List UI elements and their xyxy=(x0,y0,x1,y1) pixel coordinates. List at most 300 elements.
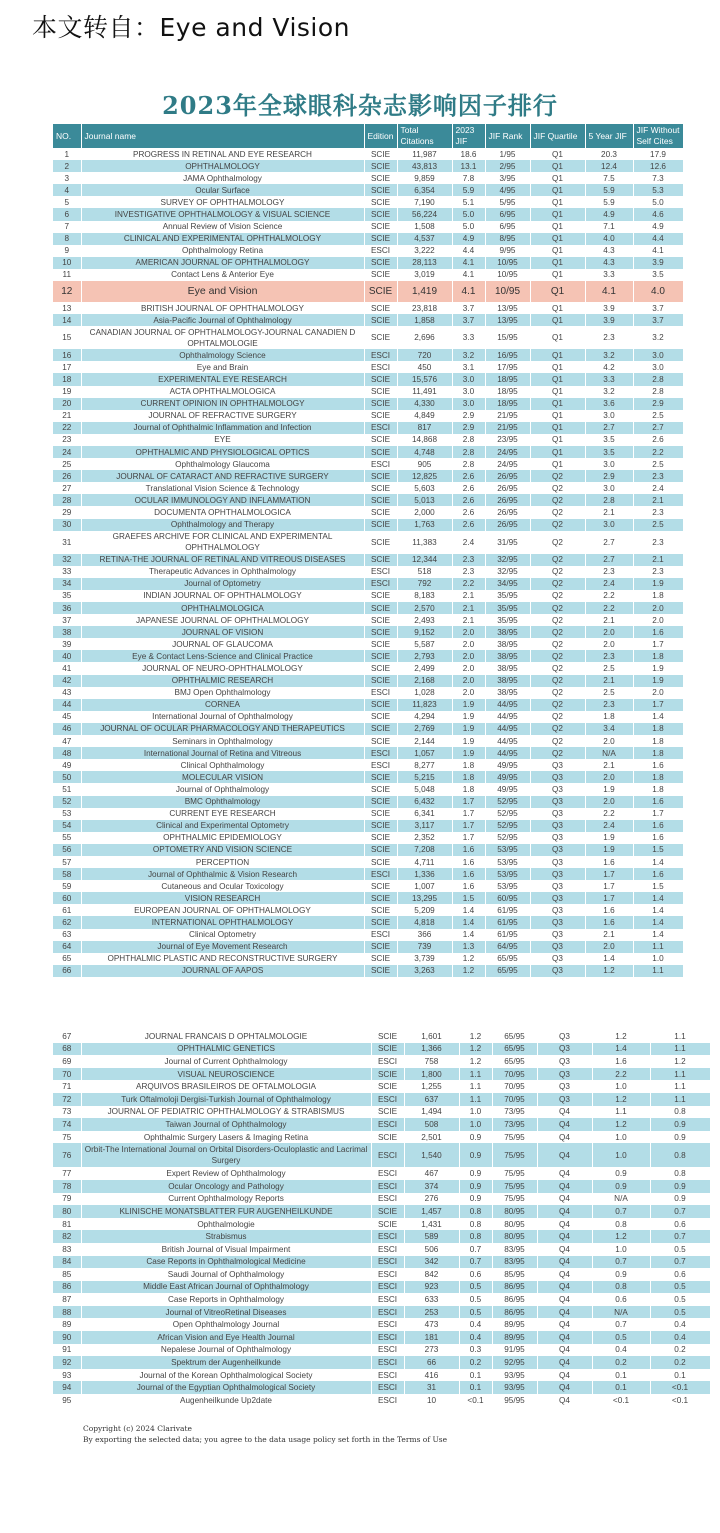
cell-jif-quartile: Q3 xyxy=(530,929,585,941)
table-row xyxy=(53,434,683,446)
cell-total-citations: 273 xyxy=(404,1344,459,1357)
cell-total-citations: 13,295 xyxy=(397,892,452,904)
table-row xyxy=(53,566,683,578)
cell-edition: SCIE xyxy=(364,844,397,856)
cell-five-year-jif: 3.5 xyxy=(585,446,633,458)
cell-jif-rank: 61/95 xyxy=(485,904,530,916)
cell-journal-name: OPHTHALMIC AND PHYSIOLOGICAL OPTICS xyxy=(81,446,364,458)
cell-journal-name: OPHTHALMOLOGY xyxy=(81,160,364,172)
cell-five-year-jif: 0.9 xyxy=(592,1180,650,1193)
cell-total-citations: 12,825 xyxy=(397,470,452,482)
cell-total-citations: 1,419 xyxy=(397,281,452,302)
cell-five-year-jif: 4.3 xyxy=(585,245,633,257)
cell-jif-rank: 53/95 xyxy=(485,868,530,880)
cell-five-year-jif: 4.2 xyxy=(585,361,633,373)
cell-jif-rank: 85/95 xyxy=(492,1268,537,1281)
cell-total-citations: 758 xyxy=(404,1055,459,1068)
cell-edition: ESCI xyxy=(364,566,397,578)
cell-five-year-jif: 2.7 xyxy=(585,422,633,434)
cell-edition: SCIE xyxy=(364,626,397,638)
cell-journal-name: Case Reports in Ophthalmology xyxy=(81,1293,371,1306)
cell-edition: ESCI xyxy=(371,1118,404,1131)
cell-jif-2023: 1.5 xyxy=(452,892,485,904)
cell-jif-rank: 26/95 xyxy=(485,519,530,531)
cell-jif-without-self-cites: 4.6 xyxy=(633,208,683,220)
cell-five-year-jif: 2.1 xyxy=(585,929,633,941)
cell-jif-2023: 2.1 xyxy=(452,590,485,602)
cell-jif-2023: 1.9 xyxy=(452,699,485,711)
cell-no: 89 xyxy=(53,1318,81,1331)
cell-five-year-jif: 2.7 xyxy=(585,554,633,566)
table-header-row xyxy=(53,124,683,148)
cell-no: 45 xyxy=(53,711,81,723)
cell-no: 20 xyxy=(53,398,81,410)
cell-five-year-jif: 2.3 xyxy=(585,650,633,662)
cell-edition: SCIE xyxy=(364,699,397,711)
cell-journal-name: Journal of the Egyptian Ophthalmological Society xyxy=(81,1381,371,1394)
cell-no: 19 xyxy=(53,386,81,398)
cell-jif-rank: 26/95 xyxy=(485,494,530,506)
cell-jif-without-self-cites: 1.9 xyxy=(633,662,683,674)
cell-no: 33 xyxy=(53,566,81,578)
cell-no: 80 xyxy=(53,1205,81,1218)
cell-edition: ESCI xyxy=(371,1193,404,1206)
cell-no: 85 xyxy=(53,1268,81,1281)
cell-five-year-jif: 2.3 xyxy=(585,326,633,349)
cell-journal-name: RETINA-THE JOURNAL OF RETINAL AND VITREOUS DISEASES xyxy=(81,554,364,566)
cell-jif-rank: 49/95 xyxy=(485,783,530,795)
cell-journal-name: Ophthalmology Science xyxy=(81,349,364,361)
cell-journal-name: Journal of Ophthalmic Inflammation and Infection xyxy=(81,422,364,434)
cell-jif-rank: 65/95 xyxy=(492,1043,537,1056)
cell-five-year-jif: 1.0 xyxy=(592,1131,650,1144)
table-row xyxy=(53,783,683,795)
cell-no: 95 xyxy=(53,1394,81,1407)
cell-jif-without-self-cites: 1.1 xyxy=(633,941,683,953)
cell-five-year-jif: 0.9 xyxy=(592,1167,650,1180)
cell-jif-quartile: Q1 xyxy=(530,361,585,373)
cell-jif-without-self-cites: 1.4 xyxy=(633,711,683,723)
cell-edition: SCIE xyxy=(364,711,397,723)
cell-jif-rank: 35/95 xyxy=(485,590,530,602)
cell-jif-2023: 5.1 xyxy=(452,196,485,208)
cell-journal-name: Eye and Vision xyxy=(81,281,364,302)
cell-jif-without-self-cites: 1.6 xyxy=(633,868,683,880)
cell-five-year-jif: 1.2 xyxy=(592,1093,650,1106)
cell-journal-name: OPHTHALMIC EPIDEMIOLOGY xyxy=(81,832,364,844)
cell-no: 34 xyxy=(53,578,81,590)
cell-jif-quartile: Q2 xyxy=(530,614,585,626)
cell-edition: SCIE xyxy=(364,269,397,281)
cell-jif-quartile: Q1 xyxy=(530,446,585,458)
cell-five-year-jif: 2.4 xyxy=(585,578,633,590)
cell-jif-without-self-cites: 0.2 xyxy=(650,1356,710,1369)
cell-total-citations: 1,508 xyxy=(397,221,452,233)
cell-jif-2023: 1.4 xyxy=(452,904,485,916)
cell-total-citations: 1,540 xyxy=(404,1143,459,1167)
cell-jif-without-self-cites: 2.9 xyxy=(633,398,683,410)
cell-jif-quartile: Q1 xyxy=(530,422,585,434)
cell-jif-without-self-cites: 1.2 xyxy=(650,1055,710,1068)
cell-jif-rank: 6/95 xyxy=(485,221,530,233)
table-row xyxy=(53,1205,710,1218)
cell-total-citations: 6,432 xyxy=(397,796,452,808)
cell-edition: ESCI xyxy=(371,1381,404,1394)
cell-edition: SCIE xyxy=(371,1030,404,1043)
cell-total-citations: 366 xyxy=(397,929,452,941)
cell-five-year-jif: 0.2 xyxy=(592,1356,650,1369)
cell-edition: SCIE xyxy=(364,953,397,965)
cell-edition: ESCI xyxy=(371,1093,404,1106)
cell-journal-name: Augenheilkunde Up2date xyxy=(81,1394,371,1407)
table-row xyxy=(53,1030,710,1043)
cell-jif-2023: 1.9 xyxy=(452,747,485,759)
cell-five-year-jif: 7.5 xyxy=(585,172,633,184)
cell-edition: SCIE xyxy=(371,1080,404,1093)
cell-five-year-jif: 1.9 xyxy=(585,783,633,795)
cell-journal-name: JOURNAL OF PEDIATRIC OPHTHALMOLOGY & STRABISMUS xyxy=(81,1106,371,1119)
cell-edition: ESCI xyxy=(371,1243,404,1256)
cell-no: 77 xyxy=(53,1167,81,1180)
cell-total-citations: 2,769 xyxy=(397,723,452,735)
cell-edition: SCIE xyxy=(364,233,397,245)
cell-five-year-jif: 0.1 xyxy=(592,1369,650,1382)
cell-total-citations: 3,263 xyxy=(397,965,452,977)
cell-journal-name: JAPANESE JOURNAL OF OPHTHALMOLOGY xyxy=(81,614,364,626)
cell-no: 62 xyxy=(53,916,81,928)
cell-five-year-jif: N/A xyxy=(592,1306,650,1319)
cell-no: 3 xyxy=(53,172,81,184)
cell-journal-name: Expert Review of Ophthalmology xyxy=(81,1167,371,1180)
cell-jif-2023: 2.0 xyxy=(452,626,485,638)
cell-journal-name: JOURNAL OF VISION xyxy=(81,626,364,638)
cell-journal-name: JOURNAL OF NEURO-OPHTHALMOLOGY xyxy=(81,662,364,674)
cell-jif-quartile: Q4 xyxy=(537,1131,592,1144)
cell-journal-name: DOCUMENTA OPHTHALMOLOGICA xyxy=(81,506,364,518)
cell-no: 25 xyxy=(53,458,81,470)
cell-jif-quartile: Q3 xyxy=(530,796,585,808)
cell-jif-quartile: Q2 xyxy=(530,470,585,482)
cell-five-year-jif: 0.8 xyxy=(592,1218,650,1231)
table-row xyxy=(53,410,683,422)
cell-journal-name: Open Ophthalmology Journal xyxy=(81,1318,371,1331)
cell-journal-name: CANADIAN JOURNAL OF OPHTHALMOLOGY-JOURNAL CANADIEN D OPHTALMOLOGIE xyxy=(81,326,364,349)
cell-edition: ESCI xyxy=(371,1344,404,1357)
cell-jif-2023: 2.1 xyxy=(452,602,485,614)
cell-total-citations: 2,352 xyxy=(397,832,452,844)
cell-jif-2023: 1.2 xyxy=(459,1030,492,1043)
table-row xyxy=(53,1344,710,1357)
table-row xyxy=(53,302,683,314)
cell-jif-without-self-cites: 1.6 xyxy=(633,820,683,832)
cell-total-citations: 12,344 xyxy=(397,554,452,566)
cell-jif-rank: 38/95 xyxy=(485,650,530,662)
cell-journal-name: CURRENT EYE RESEARCH xyxy=(81,808,364,820)
cell-jif-2023: 13.1 xyxy=(452,160,485,172)
cell-jif-without-self-cites: 12.6 xyxy=(633,160,683,172)
cell-jif-without-self-cites: 1.8 xyxy=(633,735,683,747)
cell-jif-quartile: Q4 xyxy=(537,1381,592,1394)
cell-jif-rank: 44/95 xyxy=(485,711,530,723)
cell-journal-name: Spektrum der Augenheilkunde xyxy=(81,1356,371,1369)
cell-jif-quartile: Q3 xyxy=(530,941,585,953)
table-row xyxy=(53,1230,710,1243)
cell-no: 13 xyxy=(53,302,81,314)
cell-jif-2023: 5.0 xyxy=(452,221,485,233)
cell-jif-without-self-cites: 1.1 xyxy=(633,965,683,977)
table-row xyxy=(53,160,683,172)
cell-jif-rank: 32/95 xyxy=(485,554,530,566)
cell-journal-name: Ophthalmology and Therapy xyxy=(81,519,364,531)
cell-jif-rank: 52/95 xyxy=(485,832,530,844)
cell-jif-2023: 1.6 xyxy=(452,856,485,868)
cell-no: 50 xyxy=(53,771,81,783)
cell-edition: ESCI xyxy=(364,687,397,699)
table-row xyxy=(53,1281,710,1294)
cell-five-year-jif: 3.2 xyxy=(585,349,633,361)
cell-jif-rank: 21/95 xyxy=(485,422,530,434)
table-row xyxy=(53,1131,710,1144)
table-row xyxy=(53,1331,710,1344)
cell-jif-quartile: Q4 xyxy=(537,1230,592,1243)
cell-edition: ESCI xyxy=(371,1306,404,1319)
cell-edition: SCIE xyxy=(364,590,397,602)
cell-total-citations: 473 xyxy=(404,1318,459,1331)
cell-total-citations: 1,601 xyxy=(404,1030,459,1043)
cell-edition: SCIE xyxy=(364,434,397,446)
cell-jif-without-self-cites: 1.1 xyxy=(650,1068,710,1081)
cell-jif-rank: 86/95 xyxy=(492,1306,537,1319)
cell-edition: ESCI xyxy=(364,361,397,373)
cell-journal-name: Journal of Eye Movement Research xyxy=(81,941,364,953)
cell-total-citations: 3,019 xyxy=(397,269,452,281)
cell-jif-quartile: Q3 xyxy=(530,880,585,892)
cell-total-citations: 2,493 xyxy=(397,614,452,626)
cell-jif-rank: 70/95 xyxy=(492,1068,537,1081)
table-row xyxy=(53,796,683,808)
cell-jif-quartile: Q2 xyxy=(530,494,585,506)
cell-jif-rank: 53/95 xyxy=(485,844,530,856)
cell-edition: SCIE xyxy=(364,386,397,398)
cell-total-citations: 2,501 xyxy=(404,1131,459,1144)
cell-jif-rank: 95/95 xyxy=(492,1394,537,1407)
table-row xyxy=(53,614,683,626)
cell-edition: ESCI xyxy=(371,1281,404,1294)
cell-jif-without-self-cites: 3.0 xyxy=(633,361,683,373)
cell-five-year-jif: 1.7 xyxy=(585,868,633,880)
cell-edition: SCIE xyxy=(364,916,397,928)
cell-jif-2023: 4.1 xyxy=(452,281,485,302)
cell-no: 72 xyxy=(53,1093,81,1106)
cell-edition: SCIE xyxy=(364,941,397,953)
cell-no: 92 xyxy=(53,1356,81,1369)
cell-total-citations: 905 xyxy=(397,458,452,470)
cell-jif-quartile: Q3 xyxy=(530,916,585,928)
cell-jif-quartile: Q3 xyxy=(537,1030,592,1043)
cell-journal-name: JOURNAL OF OCULAR PHARMACOLOGY AND THERAPEUTICS xyxy=(81,723,364,735)
cell-edition: SCIE xyxy=(364,373,397,385)
cell-journal-name: Contact Lens & Anterior Eye xyxy=(81,269,364,281)
cell-jif-without-self-cites: 2.5 xyxy=(633,519,683,531)
table-row xyxy=(53,1369,710,1382)
cell-journal-name: Annual Review of Vision Science xyxy=(81,221,364,233)
cell-journal-name: KLINISCHE MONATSBLATTER FUR AUGENHEILKUNDE xyxy=(81,1205,371,1218)
cell-jif-quartile: Q3 xyxy=(530,892,585,904)
cell-jif-without-self-cites: 2.3 xyxy=(633,566,683,578)
cell-journal-name: Clinical Ophthalmology xyxy=(81,759,364,771)
cell-total-citations: 4,849 xyxy=(397,410,452,422)
cell-jif-rank: 93/95 xyxy=(492,1369,537,1382)
cell-jif-quartile: Q3 xyxy=(530,953,585,965)
cell-no: 23 xyxy=(53,434,81,446)
cell-journal-name: Ophthalmology Retina xyxy=(81,245,364,257)
cell-jif-quartile: Q2 xyxy=(530,566,585,578)
cell-jif-without-self-cites: 2.3 xyxy=(633,470,683,482)
table-row xyxy=(53,1055,710,1068)
cell-five-year-jif: 0.7 xyxy=(592,1205,650,1218)
cell-total-citations: 3,739 xyxy=(397,953,452,965)
table-row xyxy=(53,208,683,220)
cell-jif-quartile: Q4 xyxy=(537,1344,592,1357)
cell-jif-quartile: Q3 xyxy=(537,1093,592,1106)
cell-no: 29 xyxy=(53,506,81,518)
cell-total-citations: 2,793 xyxy=(397,650,452,662)
cell-jif-rank: 91/95 xyxy=(492,1344,537,1357)
cell-journal-name: Eye and Brain xyxy=(81,361,364,373)
table-row xyxy=(53,965,683,977)
cell-jif-without-self-cites: 0.7 xyxy=(650,1230,710,1243)
table-row xyxy=(53,1068,710,1081)
cell-total-citations: 5,013 xyxy=(397,494,452,506)
cell-jif-rank: 44/95 xyxy=(485,723,530,735)
cell-no: 36 xyxy=(53,602,81,614)
cell-total-citations: 817 xyxy=(397,422,452,434)
cell-jif-2023: 2.0 xyxy=(452,638,485,650)
cell-edition: ESCI xyxy=(371,1268,404,1281)
cell-no: 28 xyxy=(53,494,81,506)
cell-no: 71 xyxy=(53,1080,81,1093)
cell-jif-quartile: Q3 xyxy=(530,832,585,844)
cell-journal-name: JOURNAL OF GLAUCOMA xyxy=(81,638,364,650)
cell-total-citations: 2,696 xyxy=(397,326,452,349)
cell-jif-quartile: Q4 xyxy=(537,1205,592,1218)
cell-jif-without-self-cites: 0.8 xyxy=(650,1106,710,1119)
cell-jif-2023: 1.7 xyxy=(452,820,485,832)
table-row xyxy=(53,941,683,953)
cell-five-year-jif: 2.1 xyxy=(585,759,633,771)
cell-journal-name: Turk Oftalmoloji Dergisi-Turkish Journal of Ophthalmology xyxy=(81,1093,371,1106)
cell-jif-2023: 0.5 xyxy=(459,1281,492,1294)
cell-jif-rank: 35/95 xyxy=(485,614,530,626)
cell-jif-2023: 1.6 xyxy=(452,844,485,856)
cell-jif-quartile: Q3 xyxy=(537,1068,592,1081)
cell-journal-name: Eye & Contact Lens-Science and Clinical Practice xyxy=(81,650,364,662)
cell-jif-rank: 44/95 xyxy=(485,747,530,759)
cell-edition: ESCI xyxy=(364,458,397,470)
cell-five-year-jif: 1.6 xyxy=(585,916,633,928)
table-row xyxy=(53,699,683,711)
cell-total-citations: 2,168 xyxy=(397,675,452,687)
cell-no: 57 xyxy=(53,856,81,868)
cell-jif-without-self-cites: 0.9 xyxy=(650,1131,710,1144)
cell-jif-rank: 26/95 xyxy=(485,470,530,482)
cell-total-citations: 8,183 xyxy=(397,590,452,602)
table-row xyxy=(53,832,683,844)
cell-jif-rank: 17/95 xyxy=(485,361,530,373)
cell-jif-without-self-cites: 0.8 xyxy=(650,1143,710,1167)
cell-jif-without-self-cites: 1.1 xyxy=(650,1043,710,1056)
cell-five-year-jif: 3.3 xyxy=(585,269,633,281)
cell-jif-quartile: Q1 xyxy=(530,302,585,314)
cell-edition: ESCI xyxy=(371,1318,404,1331)
cell-five-year-jif: 2.0 xyxy=(585,941,633,953)
cell-total-citations: 1,366 xyxy=(404,1043,459,1056)
cell-jif-rank: 3/95 xyxy=(485,172,530,184)
cell-jif-rank: 64/95 xyxy=(485,941,530,953)
cell-jif-rank: 52/95 xyxy=(485,808,530,820)
cell-edition: SCIE xyxy=(371,1068,404,1081)
cell-jif-quartile: Q4 xyxy=(537,1218,592,1231)
cell-jif-quartile: Q4 xyxy=(537,1356,592,1369)
cell-five-year-jif: 2.2 xyxy=(585,602,633,614)
cell-five-year-jif: 3.9 xyxy=(585,302,633,314)
cell-total-citations: 6,341 xyxy=(397,808,452,820)
cell-total-citations: 589 xyxy=(404,1230,459,1243)
cell-jif-2023: 2.9 xyxy=(452,410,485,422)
cell-no: 75 xyxy=(53,1131,81,1144)
cell-journal-name: African Vision and Eye Health Journal xyxy=(81,1331,371,1344)
cell-no: 46 xyxy=(53,723,81,735)
cell-jif-rank: 38/95 xyxy=(485,638,530,650)
cell-jif-without-self-cites: 1.8 xyxy=(633,650,683,662)
cell-jif-quartile: Q3 xyxy=(530,965,585,977)
cell-jif-rank: 34/95 xyxy=(485,578,530,590)
cell-journal-name: Current Ophthalmology Reports xyxy=(81,1193,371,1206)
cell-jif-2023: 1.8 xyxy=(452,771,485,783)
cell-jif-rank: 52/95 xyxy=(485,796,530,808)
cell-jif-quartile: Q2 xyxy=(530,626,585,638)
cell-jif-rank: 10/95 xyxy=(485,281,530,302)
cell-jif-rank: 38/95 xyxy=(485,662,530,674)
cell-no: 41 xyxy=(53,662,81,674)
cell-five-year-jif: 7.1 xyxy=(585,221,633,233)
cell-jif-2023: 2.6 xyxy=(452,482,485,494)
table-row xyxy=(53,519,683,531)
cell-jif-quartile: Q4 xyxy=(537,1243,592,1256)
cell-five-year-jif: 3.0 xyxy=(585,519,633,531)
cell-no: 81 xyxy=(53,1218,81,1231)
table-row xyxy=(53,735,683,747)
cell-five-year-jif: 0.7 xyxy=(592,1256,650,1269)
cell-jif-2023: 0.7 xyxy=(459,1256,492,1269)
cell-journal-name: Clinical and Experimental Optometry xyxy=(81,820,364,832)
cell-total-citations: 14,868 xyxy=(397,434,452,446)
cell-no: 55 xyxy=(53,832,81,844)
header-jif-quartile: JIF Quartile xyxy=(530,124,585,148)
cell-jif-without-self-cites: 1.5 xyxy=(633,880,683,892)
cell-total-citations: 1,763 xyxy=(397,519,452,531)
cell-edition: SCIE xyxy=(371,1106,404,1119)
cell-five-year-jif: 2.4 xyxy=(585,820,633,832)
cell-journal-name: Journal of Ophthalmology xyxy=(81,783,364,795)
cell-jif-2023: 3.3 xyxy=(452,326,485,349)
cell-no: 88 xyxy=(53,1306,81,1319)
cell-jif-rank: 70/95 xyxy=(492,1080,537,1093)
cell-edition: ESCI xyxy=(371,1331,404,1344)
cell-jif-quartile: Q1 xyxy=(530,160,585,172)
header-no: NO. xyxy=(53,124,81,148)
header-5-year-jif: 5 Year JIF xyxy=(585,124,633,148)
